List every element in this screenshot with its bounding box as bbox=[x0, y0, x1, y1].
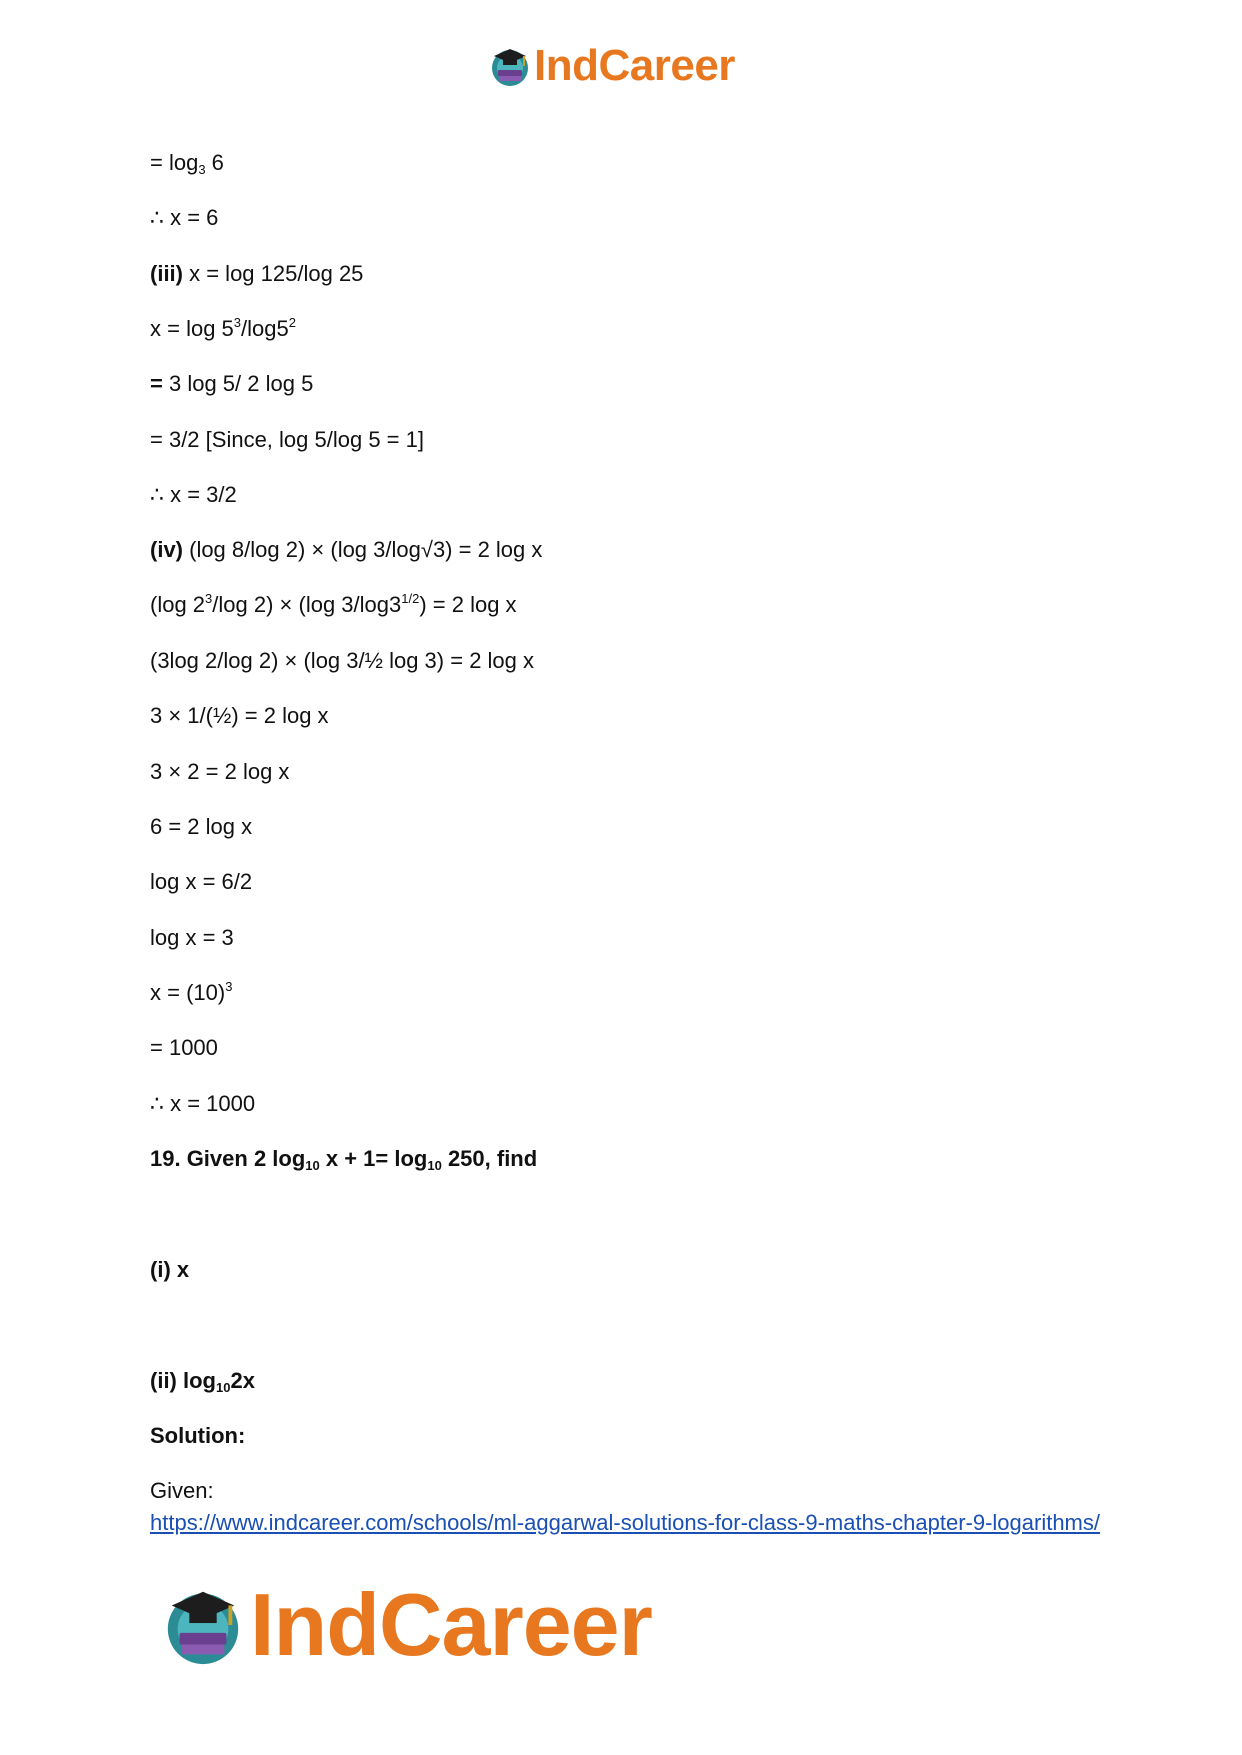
given-label: Given: bbox=[150, 1478, 214, 1503]
question-part: (ii) $\log_{10}2x$ bbox=[150, 1368, 255, 1395]
part-label: (iv) bbox=[150, 537, 183, 562]
math-line: log x = 3 bbox=[150, 925, 234, 950]
math-line: (3log 2/log 2) × (log 3/½ log 3) = 2 log x bbox=[150, 648, 535, 673]
math-line: = $\log_3 6$ bbox=[150, 150, 224, 177]
brand-name: IndCareer bbox=[534, 41, 735, 90]
math-line: = 3 log 5/ 2 log 5 bbox=[150, 371, 314, 396]
header-logo bbox=[488, 42, 735, 90]
math-line: (iii) x = log 125/log 25 bbox=[150, 261, 364, 286]
part-label: (iii) bbox=[150, 261, 183, 286]
question-heading: 19. Given 2 $\log_{10} x + 1= \log_{10} 250$, find bbox=[150, 1146, 538, 1173]
math-line: (log $2^3/\log$ 2) × (log $3/\log 3^{1/2}) = 2$ log x bbox=[150, 591, 517, 617]
math-line: 6 = 2 log x bbox=[150, 814, 253, 839]
math-line: = 1000 bbox=[150, 1035, 218, 1060]
footer-logo bbox=[160, 1575, 652, 1674]
math-line: 3 × 1/(½) = 2 log x bbox=[150, 703, 329, 728]
math-line: = 3/2 [Since, log 5/log 5 = 1] bbox=[150, 427, 424, 452]
question-part: (i) x bbox=[150, 1257, 190, 1282]
math-line: 3 × 2 = 2 log x bbox=[150, 759, 290, 784]
math-line: ∴ x = 6 bbox=[150, 205, 219, 230]
math-line: (iv) (log 8/log 2) × (log 3/log√3) = 2 log x bbox=[150, 537, 543, 562]
solution-heading: Solution: bbox=[150, 1423, 246, 1448]
graduation-cap-book-icon bbox=[488, 44, 532, 88]
source-link[interactable]: https://www.indcareer.com/schools/ml-aggarwal-solutions-for-class-9-maths-chapter-9-logarithms/ bbox=[150, 1510, 1100, 1535]
math-line: log x = 6/2 bbox=[150, 869, 253, 894]
brand-name: IndCareer bbox=[250, 1575, 652, 1674]
math-line: ∴ x = 3/2 bbox=[150, 482, 237, 507]
math-line: ∴ x = 1000 bbox=[150, 1091, 256, 1116]
math-line: $x = (10)^3$ bbox=[150, 979, 233, 1005]
graduation-cap-book-icon bbox=[160, 1582, 246, 1668]
math-line: $x = \log 5^3/\log 5^2$ bbox=[150, 315, 296, 341]
